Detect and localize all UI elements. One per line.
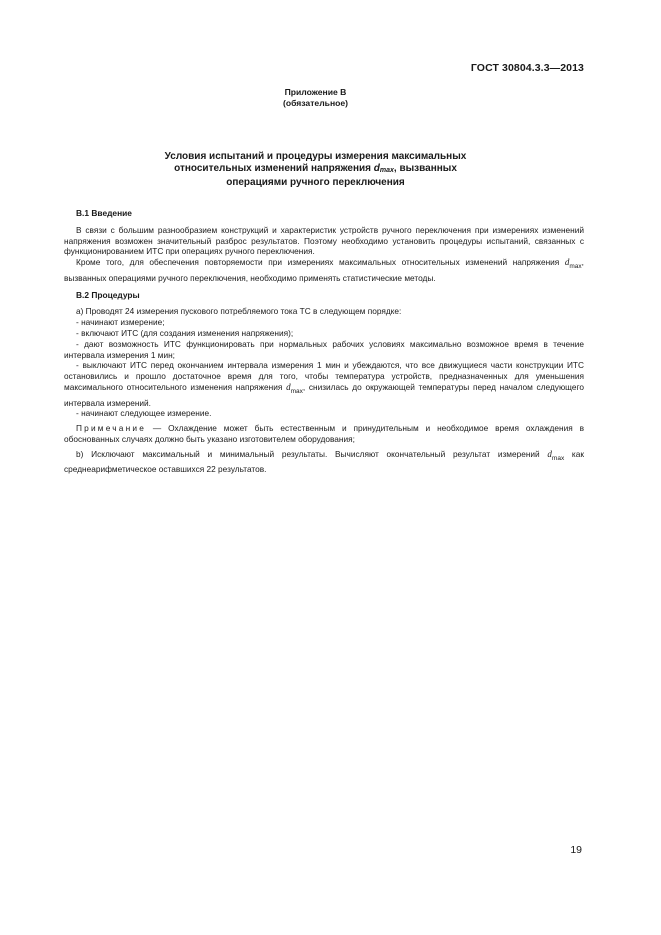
paragraph-intro-1: В связи с большим разнообразием конструкций и характеристик устройств ручного переключения при измерениях изменений напряжения возможен значительный разброс результатов. Поэтому необходимо установить процедуры испытаний, связанных с функционированием ИТС при операциях ручного переключения. bbox=[64, 224, 584, 257]
section-heading-procedures: В.2 Процедуры bbox=[76, 289, 140, 300]
list-item: - начинают следующее измерение. bbox=[76, 408, 212, 419]
main-title bbox=[0, 151, 631, 190]
procedure-a-intro: а) Проводят 24 измерения пускового потребляемого тока ТС в следующем порядке: bbox=[76, 306, 402, 317]
note-paragraph: Примечание — Охлаждение может быть естественным и принудительным и необходимое время охлаждения в обоснованных случаях должно быть указано изготовителем оборудования; bbox=[64, 423, 584, 444]
document-body bbox=[64, 208, 584, 475]
section-heading-introduction: В.1 Введение bbox=[76, 208, 132, 218]
main-title-line1: Условия испытаний и процедуры измерения максимальных bbox=[164, 151, 467, 162]
list-item: - включают ИТС (для создания изменения напряжения); bbox=[76, 327, 294, 338]
appendix-heading bbox=[0, 87, 631, 109]
procedure-b: b) Исключают максимальный и минимальный результаты. Вычисляют окончательный результат измерений $d_{max}$ как среднеарифметическое оставшихся 22 результатов. bbox=[64, 448, 584, 475]
list-item: - выключают ИТС перед окончанием интервала измерения 1 мин и убеждаются, что все движущиеся части конструкции ИТС остановились и прошло достаточное время для того, чтобы температура устройств, предназначенных для уменьшения максимального относительного изменения напряжения $d_{max}$, снизилась до окружающей температуры перед началом следующего интервала измерений. bbox=[64, 360, 584, 408]
main-title-line2: относительных изменений напряжения $d_{max}$, вызванных bbox=[174, 163, 457, 175]
dmax-variable: $d_{max}$ bbox=[564, 257, 582, 270]
main-title-line3: операциями ручного переключения bbox=[226, 177, 405, 189]
page-number: 19 bbox=[570, 844, 582, 856]
dmax-variable: $d_{max}$ bbox=[286, 381, 303, 395]
dmax-variable: $d_{max}$ bbox=[547, 448, 565, 462]
appendix-subtitle: (обязательное) bbox=[282, 98, 349, 108]
document-code: ГОСТ 30804.3.3—2013 bbox=[470, 62, 584, 74]
list-item: - начинают измерение; bbox=[76, 317, 165, 328]
list-item: - дают возможность ИТС функционировать при нормальных рабочих условиях максимально возможное время в течение интервала измерения 1 мин; bbox=[64, 338, 584, 360]
dmax-variable: $d_{max}$ bbox=[373, 163, 394, 175]
appendix-title: Приложение В bbox=[284, 87, 347, 97]
note-label: Примечание bbox=[76, 423, 147, 434]
paragraph-intro-2: Кроме того, для обеспечения повторяемости при измерениях максимальных относительных изменений напряжения $d_{max}$, вызванных операциями ручного переключения, необходимо применять статистические методы. bbox=[64, 257, 584, 283]
